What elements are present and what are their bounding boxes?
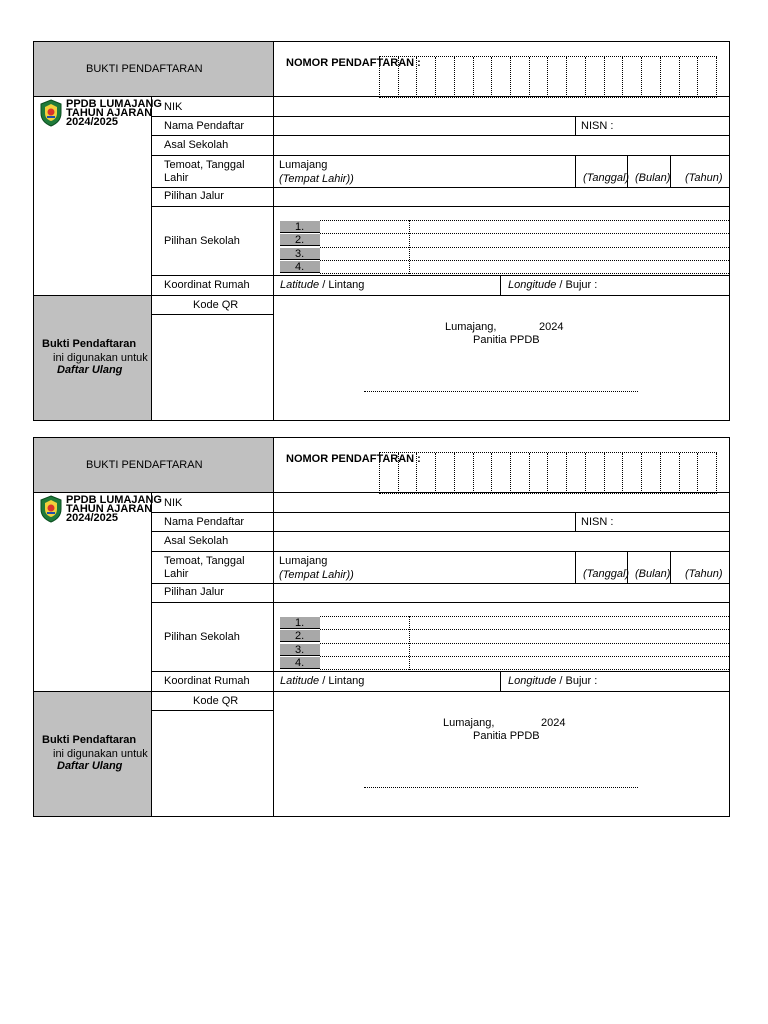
bukti-title: Bukti Pendaftaran [42,338,137,350]
logo-line-2: TAHUN AJARAN [66,503,153,515]
registration-form-1 [33,41,730,421]
nik-label: NIK [164,101,183,113]
bulan-hint: (Bulan) [635,568,671,580]
form-title: BUKTI PENDAFTARAN [86,459,203,471]
tahun-label: 2024 [539,321,564,333]
longitude-label: Longitude [508,279,557,291]
asal-sekolah-label: Asal Sekolah [164,535,229,547]
tahun-label: 2024 [541,717,566,729]
jalur-label: Pilihan Jalur [164,586,224,598]
tanggal-hint: (Tanggal) [583,172,630,184]
bukti-daftar-ulang: Daftar Ulang [57,364,123,376]
latitude-label: Latitude [280,675,320,687]
bujur-label: / Bujur : [559,675,598,687]
nik-label: NIK [164,497,183,509]
registration-form-2 [33,437,730,817]
pilihan-2: 2. [280,630,320,642]
logo-line-3: 2024/2025 [66,116,118,128]
kota-label: Lumajang, [445,321,497,333]
nisn-label: NISN : [581,120,614,132]
pilihan-4: 4. [280,261,320,273]
logo-line-1: PPDB LUMAJANG [66,494,162,506]
sekolah-label: Pilihan Sekolah [164,235,240,247]
nomor-pendaftaran-label: NOMOR PENDAFTARAN : [286,57,421,69]
pilihan-1: 1. [280,617,320,629]
lintang-label: / Lintang [322,279,365,291]
jalur-label: Pilihan Jalur [164,190,224,202]
koordinat-label: Koordinat Rumah [164,675,250,687]
bujur-label: / Bujur : [559,279,598,291]
logo-line-3: 2024/2025 [66,512,118,524]
longitude-label: Longitude [508,675,557,687]
tanggal-hint: (Tanggal) [583,568,630,580]
lintang-label: / Lintang [322,675,365,687]
signature-line [364,391,638,392]
nama-label: Nama Pendaftar [164,120,245,132]
nomor-pendaftaran-boxes[interactable] [379,452,717,494]
asal-sekolah-label: Asal Sekolah [164,139,229,151]
pilihan-4: 4. [280,657,320,669]
nomor-pendaftaran-label: NOMOR PENDAFTARAN : [286,453,421,465]
latitude-label: Latitude [280,279,320,291]
sekolah-label: Pilihan Sekolah [164,631,240,643]
ttl-label: Temoat, Tanggal Lahir [164,159,245,184]
logo-line-2: TAHUN AJARAN [66,107,153,119]
ttl-label: Temoat, Tanggal Lahir [164,555,245,580]
pilihan-1: 1. [280,221,320,233]
bukti-daftar-ulang: Daftar Ulang [57,760,123,772]
pilihan-3: 3. [280,644,320,656]
tempat-hint: (Tempat Lahir)) [279,569,354,581]
koordinat-label: Koordinat Rumah [164,279,250,291]
pilihan-2: 2. [280,234,320,246]
tahun-hint: (Tahun) [685,568,723,580]
panitia-label: Panitia PPDB [473,334,540,346]
nama-label: Nama Pendaftar [164,516,245,528]
tempat-hint: (Tempat Lahir)) [279,173,354,185]
tahun-hint: (Tahun) [685,172,723,184]
bukti-title: Bukti Pendaftaran [42,734,137,746]
bukti-sub: ini digunakan untuk [53,748,148,760]
logo-line-1: PPDB LUMAJANG [66,98,162,110]
nomor-pendaftaran-boxes[interactable] [379,56,717,98]
panitia-label: Panitia PPDB [473,730,540,742]
tempat-value: Lumajang [279,159,328,171]
kota-label: Lumajang, [443,717,495,729]
lumajang-crest-icon [40,495,62,523]
tempat-value: Lumajang [279,555,328,567]
lumajang-crest-icon [40,99,62,127]
kode-qr-label: Kode QR [193,299,239,311]
bulan-hint: (Bulan) [635,172,671,184]
form-title: BUKTI PENDAFTARAN [86,63,203,75]
signature-line [364,787,638,788]
nisn-label: NISN : [581,516,614,528]
bukti-sub: ini digunakan untuk [53,352,148,364]
pilihan-3: 3. [280,248,320,260]
kode-qr-label: Kode QR [193,695,239,707]
